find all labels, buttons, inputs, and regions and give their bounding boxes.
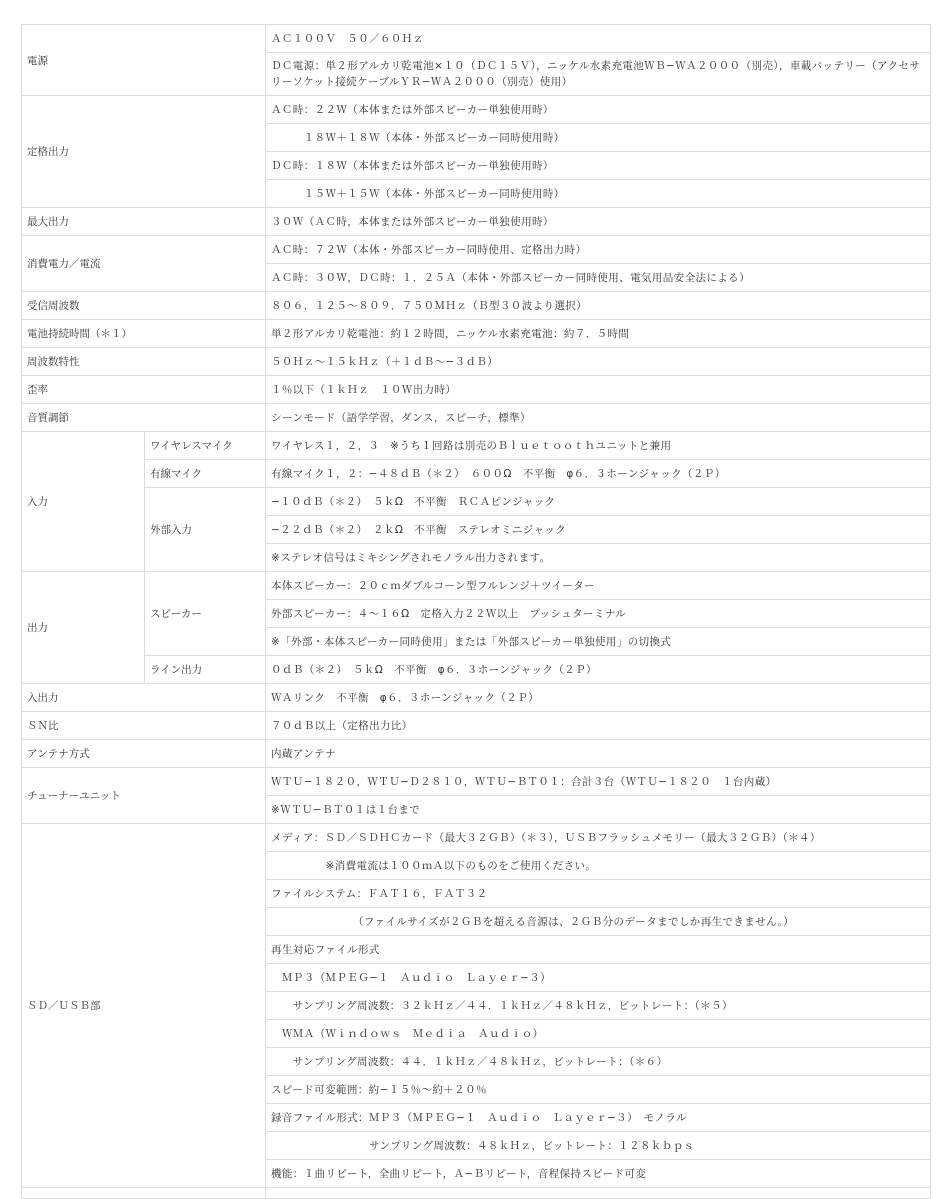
row-value: １％以下（１ｋＨｚ １０Ｗ出力時） [266, 376, 931, 404]
row-value: ※「外部・本体スピーカー同時使用」または「外部スピーカー単独使用」の切換式 [266, 628, 931, 656]
sub-label-speaker: スピーカー [145, 572, 266, 656]
row-value: ５０Ｈｚ〜１５ｋＨｚ（＋１ｄＢ〜−３ｄＢ） [266, 348, 931, 376]
row-label-power: 電源 [22, 25, 266, 96]
row-value: サンプリング周波数：３２ｋＨｚ／４４．１ｋＨｚ／４８ｋＨｚ，ビットレート：（＊５） [266, 992, 931, 1020]
row-value: 単２形アルカリ乾電池：約１２時間，ニッケル水素充電池：約７．５時間 [266, 320, 931, 348]
row-value: ※ＷＴＵ−ＢＴ０１は１台まで [266, 796, 931, 824]
row-label-distortion: 歪率 [22, 376, 266, 404]
table-row [22, 712, 931, 740]
table-row [22, 488, 931, 516]
row-label-io: 入出力 [22, 684, 266, 712]
row-value: −１０ｄＢ（＊２） ５ｋΩ 不平衡 ＲＣＡピンジャック [266, 488, 931, 516]
table-row [22, 460, 931, 488]
row-value: 本体スピーカー：２０ｃｍダブルコーン型フルレンジ＋ツイーター [266, 572, 931, 600]
row-value: ＤＣ時：１８Ｗ（本体または外部スピーカー単独使用時） [266, 152, 931, 180]
table-row [22, 684, 931, 712]
table-row [22, 208, 931, 236]
row-label-sn: ＳＮ比 [22, 712, 266, 740]
row-label-output: 出力 [22, 572, 145, 684]
table-row [22, 656, 931, 684]
row-value: ＷＭＡ（Ｗｉｎｄｏｗｓ Ｍｅｄｉａ Ａｕｄｉｏ） [266, 1020, 931, 1048]
row-label-rated-output: 定格出力 [22, 96, 266, 208]
row-value: ８０６．１２５〜８０９．７５０ＭＨｚ（Ｂ型３０波より選択） [266, 292, 931, 320]
sub-label-external-input: 外部入力 [145, 488, 266, 572]
row-label-tuner: チューナーユニット [22, 768, 266, 824]
sub-label-line-output: ライン出力 [145, 656, 266, 684]
row-value: ファイルシステム：ＦＡＴ１６，ＦＡＴ３２ [266, 880, 931, 908]
row-value: ０ｄＢ（＊２） ５ｋΩ 不平衡 φ６．３ホーンジャック（２Ｐ） [266, 656, 931, 684]
row-value: ７０ｄＢ以上（定格出力比） [266, 712, 931, 740]
row-value: １８Ｗ＋１８Ｗ（本体・外部スピーカー同時使用時） [266, 124, 931, 152]
row-label-battery-life: 電池持続時間（＊１） [22, 320, 266, 348]
row-value: ３０Ｗ（ＡＣ時，本体または外部スピーカー単独使用時） [266, 208, 931, 236]
row-value: ＡＣ時：７２Ｗ（本体・外部スピーカー同時使用、定格出力時） [266, 236, 931, 264]
row-label-tone: 音質調節 [22, 404, 266, 432]
row-value: ＤＣ電源：単２形アルカリ乾電池×１０（ＤＣ１５Ｖ），ニッケル水素充電池ＷＢ−ＷＡ２０００（別売），車載バッテリー（アクセサリーソケット接続ケーブルＹＲ−ＷＡ２０００（別売）使用） [266, 53, 931, 96]
row-value: （ファイルサイズが２ＧＢを超える音源は、２ＧＢ分のデータまでしか再生できません。） [266, 908, 931, 936]
row-value: 内蔵アンテナ [266, 740, 931, 768]
row-label-antenna: アンテナ方式 [22, 740, 266, 768]
row-value: ＷＴＵ−１８２０，ＷＴＵ−Ｄ２８１０，ＷＴＵ−ＢＴ０１：合計３台（ＷＴＵ−１８２０ １台内蔵） [266, 768, 931, 796]
row-label-sd-usb: ＳＤ／ＵＳＢ部 [22, 824, 266, 1188]
row-value: スピード可変範囲：約−１５％〜約＋２０％ [266, 1076, 931, 1104]
row-value: メディア：ＳＤ／ＳＤＨＣカード（最大３２ＧＢ）（＊３），ＵＳＢフラッシュメモリー（最大３２ＧＢ）（＊４） [266, 824, 931, 852]
sub-label-wireless-mic: ワイヤレスマイク [145, 432, 266, 460]
row-value: ワイヤレス１，２，３ ※うち１回路は別売のＢｌｕｅｔｏｏｔｈユニットと兼用 [266, 432, 931, 460]
row-label-max-output: 最大出力 [22, 208, 266, 236]
row-value: サンプリング周波数：４８ｋＨｚ，ビットレート：１２８ｋｂｐｓ [266, 1132, 931, 1160]
row-value: 外部スピーカー：４〜１６Ω 定格入力２２Ｗ以上 プッシュターミナル [266, 600, 931, 628]
table-row [22, 404, 931, 432]
table-row [22, 768, 931, 796]
table-row [22, 432, 931, 460]
row-value: 機能：１曲リピート，全曲リピート，Ａ−Ｂリピート，音程保持スピード可変 [266, 1160, 931, 1188]
table-row [22, 824, 931, 852]
row-value: −２２ｄＢ（＊２） ２ｋΩ 不平衡 ステレオミニジャック [266, 516, 931, 544]
table-row [22, 348, 931, 376]
row-value: ＡＣ１００Ｖ ５０／６０Ｈｚ [266, 25, 931, 53]
table-row [22, 320, 931, 348]
spec-table [21, 24, 931, 1199]
row-value: 録音ファイル形式：ＭＰ３（ＭＰＥＧ−１ Ａｕｄｉｏ Ｌａｙｅｒ−３） モノラル [266, 1104, 931, 1132]
table-row [22, 376, 931, 404]
table-row [22, 572, 931, 600]
row-value: シーンモード（語学学習，ダンス，スピーチ，標準） [266, 404, 931, 432]
row-label-freq-response: 周波数特性 [22, 348, 266, 376]
row-value: ※ステレオ信号はミキシングされモノラル出力されます。 [266, 544, 931, 572]
row-label-power-consumption: 消費電力／電流 [22, 236, 266, 292]
row-value: サンプリング周波数：４４．１ｋＨｚ／４８ｋＨｚ，ビットレート：（＊６） [266, 1048, 931, 1076]
table-row [22, 292, 931, 320]
row-value: ※消費電流は１００ｍＡ以下のものをご使用ください。 [266, 852, 931, 880]
row-value: 再生対応ファイル形式 [266, 936, 931, 964]
table-row [22, 25, 931, 53]
row-label-input: 入力 [22, 432, 145, 572]
row-value: ＭＰ３（ＭＰＥＧ−１ Ａｕｄｉｏ Ｌａｙｅｒ−３） [266, 964, 931, 992]
table-row [22, 740, 931, 768]
row-value: ＡＣ時：３０Ｗ，ＤＣ時：１．２５Ａ（本体・外部スピーカー同時使用、電気用品安全法による） [266, 264, 931, 292]
row-label-receive-freq: 受信周波数 [22, 292, 266, 320]
row-value: １５Ｗ＋１５Ｗ（本体・外部スピーカー同時使用時） [266, 180, 931, 208]
row-value: 有線マイク１，２：−４８ｄＢ（＊２） ６００Ω 不平衡 φ６．３ホーンジャック（２Ｐ） [266, 460, 931, 488]
row-value: ＷＡリンク 不平衡 φ６．３ホーンジャック（２Ｐ） [266, 684, 931, 712]
table-row [22, 236, 931, 264]
sub-label-wired-mic: 有線マイク [145, 460, 266, 488]
table-row [22, 96, 931, 124]
row-value: ＡＣ時：２２Ｗ（本体または外部スピーカー単独使用時） [266, 96, 931, 124]
